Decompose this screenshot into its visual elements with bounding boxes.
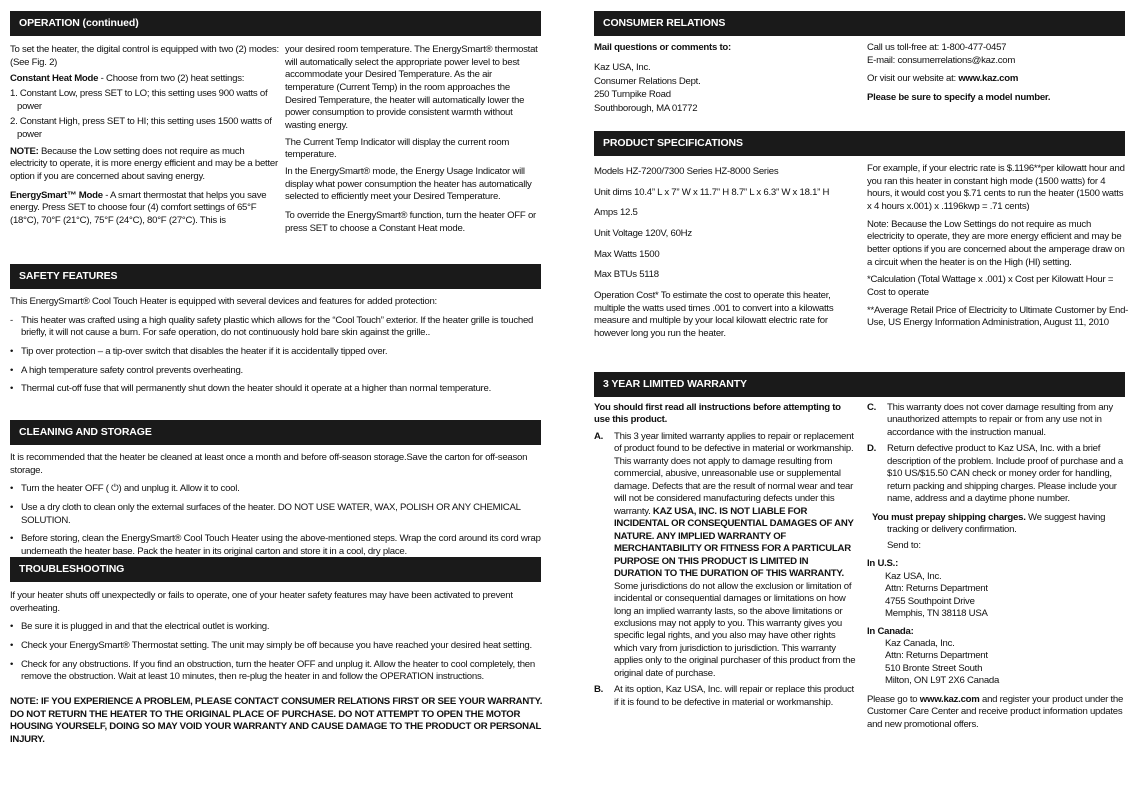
cleaning-section — [10, 452, 550, 565]
website-line — [867, 73, 1129, 86]
address-line: Attn: Returns Department — [885, 650, 988, 662]
us-address-label: In U.S.: — [867, 558, 899, 570]
constant-heat-text: - Choose from two (2) heat settings: — [98, 73, 245, 85]
cleaning-header: CLEANING AND STORAGE — [10, 420, 541, 445]
address-line: Milton, ON L9T 2X6 Canada — [885, 675, 1000, 687]
constant-heat-label: Constant Heat Mode — [10, 73, 99, 85]
safety-header: SAFETY FEATURES — [10, 264, 541, 289]
safety-intro: This EnergySmart® Cool Touch Heater is equipped with several devices and features for added protection: — [10, 296, 437, 307]
register-text: Please go to — [867, 693, 920, 705]
operation-intro: To set the heater, the digital control is equipped with two (2) modes: (See Fig. 2) — [10, 44, 279, 68]
address-line: Kaz USA, Inc. — [594, 61, 651, 73]
thermostat-paragraph: your desired room temperature. The EnergySmart® thermostat will automatically select the appropriate power level to best accommodate your Desired Temperature. As the air temperature (Current Temp) in the room approaches the Desired Temperature, the heater will automatically lower the power consumption to provide consistent warmth without wasting energy. — [285, 44, 538, 131]
note-label: NOTE: — [10, 145, 39, 157]
warranty-header: 3 YEAR LIMITED WARRANTY — [594, 372, 1125, 397]
list-item: • Check your EnergySmart® Thermostat setting. The unit may simply be off because you have reached your desired heat setting. — [10, 639, 532, 651]
list-item: • Be sure it is plugged in and that the electrical outlet is working. — [10, 621, 270, 633]
power-icon: ⏻ — [111, 483, 119, 495]
list-item: • Use a dry cloth to clean only the external surfaces of the heater. DO NOT USE WATER, WAX, POLISH OR ANY CHEMICAL SOLUTION. — [10, 501, 521, 526]
warranty-clause-b — [594, 684, 856, 709]
website-link[interactable]: www.kaz.com — [958, 73, 1019, 85]
address-line: Kaz Canada, Inc. — [885, 637, 955, 649]
energysmart-text: - A smart thermostat that helps you save energy. Press SET to choose four (4) comfort settings of 65°F (18°C), 70°F (21°C), 75°F (24°C), 80°F (27°C). This is — [10, 189, 267, 226]
troubleshooting-header: TROUBLESHOOTING — [10, 557, 541, 582]
warranty-clause-c — [867, 402, 1129, 439]
send-to-label: Send to: — [887, 539, 921, 551]
specifications-col-1 — [594, 166, 862, 345]
contact-warning-note: NOTE: IF YOU EXPERIENCE A PROBLEM, PLEASE CONTACT CONSUMER RELATIONS FIRST OR SEE YOUR WARRANTY. DO NOT RETURN THE HEATER TO THE ORIGINAL PLACE OF PURCHASE. DO NOT ATTEMPT TO OPEN THE MOTOR HOUSING YOURSELF, DOING SO MAY VOID YOUR WARRANTY AND CAUSE DAMAGE TO THE PRODUCT OR PERSONAL INJURY. — [10, 695, 543, 745]
address-line: Kaz USA, Inc. — [885, 570, 942, 582]
address-line: Memphis, TN 38118 USA — [885, 608, 988, 620]
troubleshooting-section — [10, 590, 550, 751]
cleaning-list — [10, 483, 550, 558]
spec-btus: Max BTUs 5118 — [594, 269, 659, 281]
list-item: • Tip over protection – a tip-over switch that disables the heater if it is accidentally tipped over. — [10, 345, 388, 357]
current-temp-paragraph: The Current Temp Indicator will display the current room temperature. — [285, 136, 510, 161]
warranty-col-2 — [867, 402, 1129, 731]
register-text: and register your product under the Customer Care Center and receive product information updates and new promotional offers. — [867, 693, 1124, 730]
energysmart-label: EnergySmart™ Mode — [10, 189, 103, 201]
prepay-shipping-note — [867, 512, 1129, 537]
us-return-address — [867, 571, 1129, 621]
clause-letter: C. — [867, 402, 877, 413]
website-text: Or visit our website at: — [867, 73, 959, 85]
address-line: 510 Bronte Street South — [885, 662, 983, 674]
energy-usage-paragraph: In the EnergySmart® mode, the Energy Usage Indicator will display what power consumption the heater has automatically selected to efficiently meet your Desired Temperature. — [285, 165, 532, 203]
clause-letter: D. — [867, 443, 877, 455]
dash-marker: - — [10, 314, 13, 326]
average-price-footnote: **Average Retail Price of Electricity to Ultimate Customer by End-Use, US Energy Information Administration, August 11, 2010 — [867, 304, 1129, 329]
note-text: Because the Low setting does not require as much electricity to operate, it is more energy efficient and may be a better option if you are concerned about saving energy. — [10, 145, 278, 182]
consumer-relations-header: CONSUMER RELATIONS — [594, 11, 1125, 36]
constant-high-item: 2. Constant High, press SET to HI; this setting uses 1500 watts of power — [10, 116, 272, 140]
address-line: Southborough, MA 01772 — [594, 103, 698, 115]
list-item-text: Thermal cut-off fuse that will permanently shut down the heater should it operate at a higher than normal temperature. — [21, 383, 492, 395]
operation-col-2 — [285, 44, 543, 239]
address-line: 250 Turnpike Road — [594, 89, 671, 101]
specify-model-note: Please be sure to specify a model number. — [867, 91, 1051, 103]
clause-letter: A. — [594, 430, 604, 442]
list-item-text: A high temperature safety control prevents overheating. — [21, 364, 243, 376]
clause-text: Some jurisdictions do not allow the exclusion or limitation of incidental or consequential damages or limitations on how long an implied warranty lasts, so the above limitations or exclusions may not apply to you. This warranty gives you specific legal rights, and you also may have other rights which vary from jurisdiction to jurisdiction. This warranty applies only to the original purchaser of this product from the original date of purchase. — [614, 580, 856, 679]
toll-free-phone: Call us toll-free at: 1-800-477-0457 — [867, 42, 1007, 53]
calculation-footnote: *Calculation (Total Wattage x .001) x Cost per Kilowatt Hour = Cost to operate — [867, 274, 1114, 298]
troubleshooting-list — [10, 621, 550, 684]
list-item: • Thermal cut-off fuse that will permanently shut down the heater should it operate at a higher than normal temperature. — [10, 383, 492, 395]
list-item-text: ) and unplug it. Allow it to cool. — [118, 483, 240, 495]
operation-header: OPERATION (continued) — [10, 11, 541, 36]
prepay-bold: You must prepay shipping charges. — [872, 511, 1026, 523]
clause-disclaimer: KAZ USA, INC. IS NOT LIABLE FOR INCIDENTAL OR CONSEQUENTIAL DAMAGES OF ANY NATURE. ANY IMPLIED WARRANTY OF MERCHANTABILITY OR FITNESS FOR A PARTICULAR PURPOSE ON THIS PRODUCT IS LIMITED IN DURATION TO THE DURATION OF THIS WARRANTY. — [614, 505, 854, 580]
canada-return-address — [867, 638, 1129, 688]
safety-list — [10, 315, 550, 396]
list-item: • Before storing, clean the EnergySmart® Cool Touch Heater using the above-mentioned steps. Wrap the cord around its cord wrap underneath the heater base. Pack the heater in its original carton and store it in a cool, dry place. — [10, 533, 541, 557]
list-item-text: This heater was crafted using a high quality safety plastic which allows for the “Cool Touch” exterior. If the heater grille is touched briefly, it will not cause a burn. For safe operation, do not continuously hold bare skin against the grille.. — [21, 314, 534, 339]
specifications-header: PRODUCT SPECIFICATIONS — [594, 131, 1125, 156]
address-line: Consumer Relations Dept. — [594, 75, 701, 87]
operation-col-1 — [10, 44, 282, 232]
consumer-mail-col — [594, 42, 859, 116]
low-settings-note: Note: Because the Low Settings do not require as much electricity to operate, they are more energy efficient and may be better options if you are concerned about the amperage draw on a circuit when the heater is on the High (HI) setting. — [867, 218, 1125, 268]
low-setting-note — [10, 146, 282, 184]
constant-low-item: 1. Constant Low, press SET to LO; this setting uses 900 watts of power — [10, 87, 268, 112]
list-item-text: Before storing, clean the EnergySmart® Cool Touch Heater using the above-mentioned steps. Wrap the cord around its cord wrap underneath the heater base. Pack the heater in its original carton and store it in a cool, dry place. — [21, 533, 541, 557]
safety-section — [10, 296, 550, 402]
list-item-text: Tip over protection – a tip-over switch that disables the heater if it is accidentally tipped over. — [21, 345, 388, 357]
constant-heat-mode — [10, 73, 282, 86]
list-item-text: Be sure it is plugged in and that the electrical outlet is working. — [21, 621, 270, 633]
list-item-text: Turn the heater OFF ( — [21, 483, 109, 495]
list-item: • A high temperature safety control prevents overheating. — [10, 364, 243, 376]
warranty-clause-d — [867, 443, 1129, 505]
address-line: 4755 Southpoint Drive — [885, 595, 975, 607]
spec-amps: Amps 12.5 — [594, 207, 638, 219]
list-item: • Turn the heater OFF ( ⏻) and unplug it. Allow it to cool. — [10, 483, 240, 495]
warranty-clause-a — [594, 431, 856, 680]
spec-watts: Max Watts 1500 — [594, 248, 660, 260]
spec-dims: Unit dims 10.4” L x 7” W x 11.7” H 8.7” L x 6.3” W x 18.1” H — [594, 186, 830, 198]
clause-text: Return defective product to Kaz USA, Inc. with a brief description of the problem. Include proof of purchase and a $10 US/$15.50 CAN check or money order for handling, return packing and shipping charges. Please include your name, address and a daytime phone number. — [887, 443, 1123, 505]
spec-operation-cost: Operation Cost* To estimate the cost to operate this heater, multiple the watts used times .001 to convert into a kilowatts measure and multiple by your local kilowatt electric rate for however long you run the heater. — [594, 289, 834, 339]
prepay-text: We suggest having tracking or delivery confirmation. — [887, 511, 1106, 536]
clause-text: At its option, Kaz USA, Inc. will repair or replace this product if it is found to be defective in material or workmanship. — [614, 684, 854, 708]
register-product-note — [867, 694, 1129, 731]
mail-address — [594, 61, 859, 117]
list-item — [10, 315, 550, 340]
override-paragraph: To override the EnergySmart® function, turn the heater OFF or press SET to choose a Constant Heat mode. — [285, 209, 536, 234]
address-line: Attn: Returns Department — [885, 583, 988, 595]
energysmart-mode — [10, 190, 282, 228]
warranty-first-read: You should first read all instructions before attempting to use this product. — [594, 402, 841, 426]
specifications-col-2 — [867, 163, 1129, 334]
list-item: • Check for any obstructions. If you find an obstruction, turn the heater OFF and unplug it. Allow the heater to cool completely, then remove the obstruction. Wait at least 10 minutes, then re-plug the heater in and follow the OPERATION instructions. — [10, 658, 535, 683]
cost-example: For example, if your electric rate is $.1196**per kilowatt hour and you ran this heater in constant high mode (1500 watts) for 4 hours, it would cost you $.71 cents to run the heater (1500 watts x 4 hours x.001) x .1196kwp = .71 cents) — [867, 163, 1125, 212]
warranty-col-1 — [594, 402, 856, 713]
cleaning-intro: It is recommended that the heater be cleaned at least once a month and before off-season storage.Save the carton for off-season storage. — [10, 452, 528, 476]
clause-text: This warranty does not cover damage resulting from any unauthorized attempts to repair or from any use not in accordance with the instruction manual. — [887, 402, 1113, 438]
clause-letter: B. — [594, 684, 604, 696]
clause-text: This 3 year limited warranty applies to repair or replacement of product found to be defective in material or workmanship. This warranty does not apply to damage resulting from commercial, abusive, unreasonable use or supplemental damage. Defects that are the result of normal wear and tear will not be considered manufacturing defects under this warranty. — [614, 430, 854, 517]
spec-voltage: Unit Voltage 120V, 60Hz — [594, 227, 692, 239]
list-item-text: Check for any obstructions. If you find an obstruction, turn the heater OFF and unplug it. Allow the heater to cool completely, then remove the obstruction. Wait at least 10 minutes, then re-plug the heater in and follow the OPERATION instructions. — [21, 658, 535, 683]
register-link[interactable]: www.kaz.com — [919, 693, 980, 705]
spec-models: Models HZ-7200/7300 Series HZ-8000 Series — [594, 166, 779, 177]
list-item-text: Check your EnergySmart® Thermostat setting. The unit may simply be off because you have reached your desired heat setting. — [21, 639, 532, 651]
list-item-text: Use a dry cloth to clean only the external surfaces of the heater. DO NOT USE WATER, WAX, POLISH OR ANY CHEMICAL SOLUTION. — [21, 501, 521, 526]
consumer-contact-col — [867, 42, 1129, 105]
canada-address-label: In Canada: — [867, 625, 914, 637]
mail-heading: Mail questions or comments to: — [594, 42, 731, 53]
contact-email: E-mail: consumerrelations@kaz.com — [867, 54, 1016, 66]
troubleshooting-intro: If your heater shuts off unexpectedly or fails to operate, one of your heater safety features may have been activated to prevent overheating. — [10, 590, 513, 614]
